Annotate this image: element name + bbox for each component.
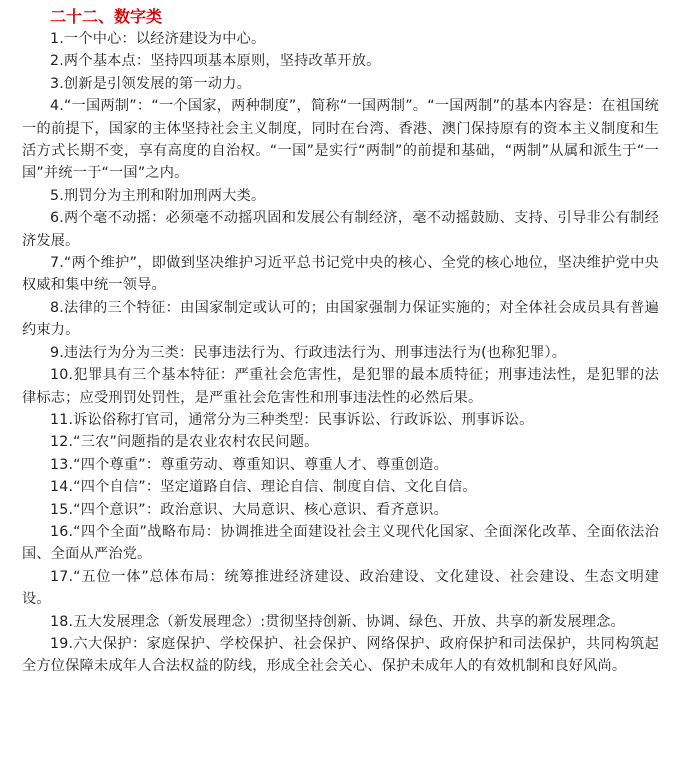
list-item-3: 3.创新是引领发展的第一动力。	[50, 75, 251, 92]
list-item-6: 6.两个毫不动摇：必须毫不动摇巩固和发展公有制经济，毫不动摇鼓励、支持、引导非公有制经济发展。	[22, 210, 659, 249]
list-item-5: 5.刑罚分为主刑和附加刑两大类。	[50, 187, 266, 204]
list-item-9: 9.违法行为分为三类：民事违法行为、行政违法行为、刑事违法行为(也称犯罪）。	[50, 344, 567, 361]
list-item-11: 11.诉讼俗称打官司，通常分为三种类型：民事诉讼、行政诉讼、刑事诉讼。	[50, 411, 534, 428]
list-item-4: 4.“一国两制”：“一个国家，两种制度”，简称“一国两制”。“一国两制”的基本内容是：在祖国统一的前提下，国家的主体坚持社会主义制度，同时在台湾、香港、澳门保持原有的资本主义制度和生活方式长期不变，享有高度的自治权。“一国”是实行“两制”的前提和基础，“两制”从属和派生于“一国”并统一于“一国”之内。	[22, 98, 659, 182]
list-item-8: 8.法律的三个特征：由国家制定或认可的；由国家强制力保证实施的；对全体社会成员具有普遍约束力。	[22, 299, 659, 339]
list-item-16: 16.“四个全面”战略布局：协调推进全面建设社会主义现代化国家、全面深化改革、全面依法治国、全面从严治党。	[22, 523, 659, 563]
section-title: 二十二、数字类	[50, 7, 163, 26]
list-item-7: 7.“两个维护”，即做到坚决维护习近平总书记党中央的核心、全党的核心地位，坚决维护党中央权威和集中统一领导。	[22, 255, 659, 294]
list-item-2: 2.两个基本点：坚持四项基本原则，坚持改革开放。	[50, 53, 381, 70]
list-item-10: 10.犯罪具有三个基本特征：严重社会危害性，是犯罪的最本质特征；刑事违法性，是犯罪的法律标志；应受刑罚处罚性，是严重社会危害性和刑事违法性的必然后果。	[22, 367, 659, 406]
list-item-1: 1.一个中心：以经济建设为中心。	[50, 31, 266, 47]
list-item-14: 14.“四个自信”：坚定道路自信、理论自信、制度自信、文化自信。	[50, 479, 477, 496]
list-item-15: 15.“四个意识”：政治意识、大局意识、核心意识、看齐意识。	[50, 501, 448, 518]
list-item-18: 18.五大发展理念（新发展理念）:贯彻坚持创新、协调、绿色、开放、共享的新发展理念。	[50, 613, 625, 630]
list-item-17: 17.“五位一体”总体布局：统筹推进经济建设、政治建设、文化建设、社会建设、生态文明建设。	[22, 568, 659, 608]
list-item-13: 13.“四个尊重”：尊重劳动、尊重知识、尊重人才、尊重创造。	[50, 456, 448, 473]
list-item-19: 19.六大保护：家庭保护、学校保护、社会保护、网络保护、政府保护和司法保护，共同构筑起全方位保障未成年人合法权益的防线，形成全社会关心、保护未成年人的有效机制和良好风尚。	[22, 635, 659, 675]
list-item-12: 12.“三农”问题指的是农业农村农民问题。	[50, 434, 319, 451]
